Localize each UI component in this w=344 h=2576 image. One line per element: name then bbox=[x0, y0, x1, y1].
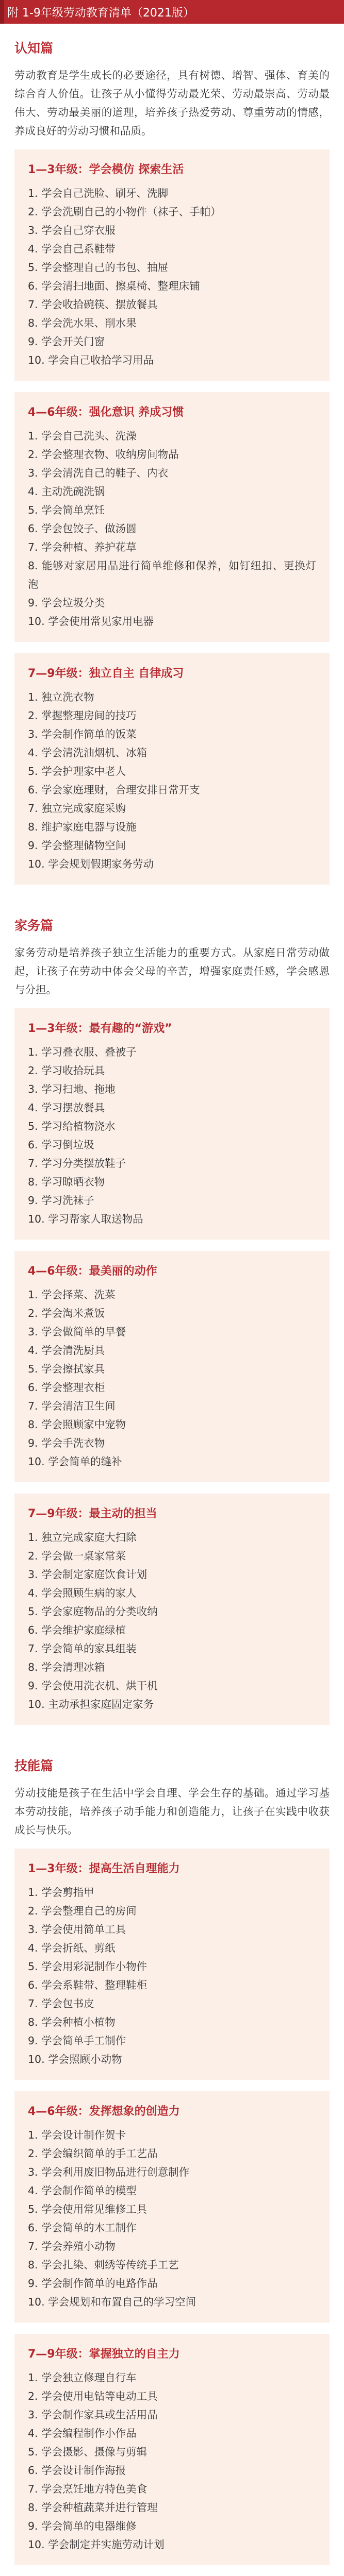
task-item: 6. 学会维护家庭绿植 bbox=[28, 1624, 126, 1636]
task-item: 1. 学会独立修理自行车 bbox=[28, 2371, 137, 2384]
task-item: 8. 能够对家居用品进行简单维修和保养，如钉纽扣、更换灯泡 bbox=[28, 560, 316, 590]
grade-card-title: 4—6年级：发挥想象的创造力 bbox=[28, 2105, 180, 2118]
task-list bbox=[28, 1883, 316, 2069]
task-item: 3. 学会使用简单工具 bbox=[28, 1923, 126, 1936]
task-item: 3. 学习扫地、拖地 bbox=[28, 1083, 116, 1095]
task-item: 10. 学会自己收拾学习用品 bbox=[28, 354, 154, 366]
task-item: 7. 学会简单的家具组装 bbox=[28, 1642, 137, 1655]
task-item: 6. 学习倒垃圾 bbox=[28, 1139, 94, 1151]
task-item: 9. 学会简单手工制作 bbox=[28, 2035, 126, 2047]
task-item: 2. 学会淘米煮饭 bbox=[28, 1307, 105, 1319]
task-item: 9. 学会使用洗衣机、烘干机 bbox=[28, 1680, 158, 1692]
task-item: 2. 学会洗刷自己的小物件（袜子、手帕） bbox=[28, 206, 221, 218]
section-intro: 劳动技能是孩子在生活中学会自理、学会生存的基础。通过学习基本劳动技能，培养孩子动手能力和创造能力，让孩子在实践中收获成长与快乐。 bbox=[14, 1787, 330, 1836]
task-item: 3. 学会制作家具或生活用品 bbox=[28, 2409, 158, 2421]
task-item: 2. 学会整理衣物、收纳房间物品 bbox=[28, 448, 179, 461]
grade-card-title: 7—9年级：最主动的担当 bbox=[28, 1507, 157, 1520]
task-item: 9. 学会垃圾分类 bbox=[28, 597, 105, 609]
task-item: 8. 学习晾晒衣物 bbox=[28, 1176, 105, 1188]
grade-card-title: 7—9年级：掌握独立的自主力 bbox=[28, 2348, 180, 2361]
task-item: 8. 学会种植蔬菜并进行管理 bbox=[28, 2501, 158, 2514]
grade-card-title: 4—6年级：强化意识 养成习惯 bbox=[28, 406, 184, 419]
task-item: 5. 学习给植物浇水 bbox=[28, 1120, 116, 1132]
task-item: 3. 学会自己穿衣服 bbox=[28, 224, 116, 236]
task-item: 9. 学会手洗衣物 bbox=[28, 1437, 105, 1449]
task-item: 10. 主动承担家庭固定家务 bbox=[28, 1698, 154, 1710]
task-item: 3. 学会清洗自己的鞋子、内衣 bbox=[28, 467, 169, 479]
task-item: 8. 学会扎染、刺绣等传统手工艺 bbox=[28, 2259, 179, 2271]
task-item: 6. 学会家庭理财，合理安排日常开支 bbox=[28, 784, 200, 796]
grade-card-title: 1—3年级：学会模仿 探索生活 bbox=[28, 163, 184, 176]
content-sections bbox=[0, 24, 344, 2576]
task-item: 4. 学习摆放餐具 bbox=[28, 1101, 105, 1114]
task-item: 1. 学会设计制作贺卡 bbox=[28, 2129, 126, 2141]
task-item: 10. 学会照顾小动物 bbox=[28, 2053, 122, 2065]
task-item: 7. 学会清洁卫生间 bbox=[28, 1400, 116, 1412]
task-list bbox=[28, 688, 316, 873]
task-item: 2. 学会使用电钻等电动工具 bbox=[28, 2390, 158, 2402]
task-item: 4. 学会制作简单的模型 bbox=[28, 2184, 137, 2197]
task-list bbox=[28, 1285, 316, 1471]
task-item: 7. 学会烹饪地方特色美食 bbox=[28, 2483, 148, 2495]
section-title: 认知篇 bbox=[14, 41, 54, 56]
task-item: 7. 学会收拾碗筷、摆放餐具 bbox=[28, 298, 158, 311]
task-item: 9. 学会整理储物空间 bbox=[28, 839, 126, 852]
task-item: 10. 学会使用常见家用电器 bbox=[28, 615, 154, 628]
grade-card bbox=[14, 149, 330, 381]
section-intro: 家务劳动是培养孩子独立生活能力的重要方式。从家庭日常劳动做起，让孩子在劳动中体会父母的辛苦，增强家庭责任感，学会感恩与分担。 bbox=[14, 946, 330, 996]
task-item: 4. 学会照顾生病的家人 bbox=[28, 1587, 137, 1599]
task-item: 8. 学会清理冰箱 bbox=[28, 1661, 105, 1673]
grade-card-title: 1—3年级：最有趣的“游戏” bbox=[28, 1022, 172, 1035]
task-item: 5. 学会简单烹饪 bbox=[28, 504, 105, 516]
task-item: 1. 独立完成家庭大扫除 bbox=[28, 1531, 137, 1544]
grade-card bbox=[14, 1251, 330, 1482]
task-item: 9. 学习洗袜子 bbox=[28, 1194, 94, 1207]
task-item: 5. 学会使用常见维修工具 bbox=[28, 2203, 148, 2215]
task-item: 2. 学习收拾玩具 bbox=[28, 1064, 105, 1077]
task-list bbox=[28, 2126, 316, 2311]
grade-card-title: 4—6年级：最美丽的动作 bbox=[28, 1265, 157, 1278]
banner-corner-decoration bbox=[0, 0, 4, 24]
task-item: 6. 学会包饺子、做汤圆 bbox=[28, 522, 137, 535]
task-item: 4. 主动洗碗洗锅 bbox=[28, 485, 105, 498]
grade-card bbox=[14, 1849, 330, 2080]
task-item: 9. 学会制作简单的电路作品 bbox=[28, 2277, 158, 2290]
task-item: 7. 独立完成家庭采购 bbox=[28, 802, 126, 815]
task-item: 4. 学会清洗厨具 bbox=[28, 1344, 105, 1357]
banner-title: 附 1-9年级劳动教育清单（2021版） bbox=[7, 6, 194, 20]
task-item: 4. 学会编程制作小作品 bbox=[28, 2427, 137, 2439]
task-item: 1. 独立洗衣物 bbox=[28, 691, 94, 703]
task-item: 7. 学习分类摆放鞋子 bbox=[28, 1157, 126, 1170]
task-item: 2. 学会编织简单的手工艺品 bbox=[28, 2147, 158, 2160]
task-item: 6. 学会设计制作海报 bbox=[28, 2464, 126, 2477]
task-item: 9. 学会开关门窗 bbox=[28, 335, 105, 348]
section-title: 技能篇 bbox=[14, 1758, 54, 1773]
task-item: 1. 学习叠衣服、叠被子 bbox=[28, 1046, 137, 1058]
task-item: 8. 学会照顾家中宠物 bbox=[28, 1418, 126, 1431]
task-item: 10. 学会规划和布置自己的学习空间 bbox=[28, 2296, 196, 2308]
task-item: 7. 学会养殖小动物 bbox=[28, 2240, 116, 2252]
task-item: 4. 学会自己系鞋带 bbox=[28, 243, 116, 255]
task-item: 7. 学会包书皮 bbox=[28, 1997, 94, 2010]
task-list bbox=[28, 1528, 316, 1714]
task-item: 4. 学会清洗油烟机、冰箱 bbox=[28, 747, 148, 759]
task-item: 4. 学会折纸、剪纸 bbox=[28, 1942, 116, 1954]
task-item: 10. 学会制定并实施劳动计划 bbox=[28, 2538, 165, 2551]
task-item: 10. 学会简单的缝补 bbox=[28, 1455, 122, 1468]
task-item: 8. 学会种植小植物 bbox=[28, 2016, 116, 2028]
section bbox=[0, 901, 344, 1741]
section-title: 家务篇 bbox=[14, 918, 54, 933]
grade-card bbox=[14, 2334, 330, 2565]
task-item: 5. 学会摄影、摄像与剪辑 bbox=[28, 2446, 148, 2458]
task-item: 6. 学会系鞋带、整理鞋柜 bbox=[28, 1979, 148, 1991]
task-list bbox=[28, 1043, 316, 1228]
grade-card bbox=[14, 653, 330, 885]
section bbox=[0, 24, 344, 901]
task-item: 10. 学会规划假期家务劳动 bbox=[28, 858, 154, 870]
task-item: 3. 学会制定家庭饮食计划 bbox=[28, 1568, 148, 1581]
task-item: 1. 学会自己洗脸、刷牙、洗脚 bbox=[28, 187, 169, 199]
task-item: 2. 掌握整理房间的技巧 bbox=[28, 709, 137, 722]
task-item: 2. 学会整理自己的房间 bbox=[28, 1905, 137, 1917]
task-list bbox=[28, 427, 316, 631]
task-item: 7. 学会种植、养护花草 bbox=[28, 541, 137, 553]
task-item: 8. 学会洗水果、削水果 bbox=[28, 317, 137, 329]
task-item: 9. 学会简单的电器维修 bbox=[28, 2520, 137, 2532]
task-item: 5. 学会整理自己的书包、抽屉 bbox=[28, 261, 169, 274]
section bbox=[0, 1741, 344, 2576]
task-item: 5. 学会擦拭家具 bbox=[28, 1363, 105, 1375]
task-item: 1. 学会择菜、洗菜 bbox=[28, 1289, 116, 1301]
task-list bbox=[28, 184, 316, 369]
task-list bbox=[28, 2368, 316, 2554]
task-item: 5. 学会用彩泥制作小物件 bbox=[28, 1960, 148, 1973]
grade-card bbox=[14, 392, 330, 642]
task-item: 10. 学习帮家人取送物品 bbox=[28, 1213, 143, 1225]
grade-card-title: 7—9年级：独立自主 自律成习 bbox=[28, 667, 184, 680]
grade-card bbox=[14, 1494, 330, 1725]
grade-card-title: 1—3年级：提高生活自理能力 bbox=[28, 1862, 180, 1875]
task-item: 5. 学会护理家中老人 bbox=[28, 765, 126, 777]
grade-card bbox=[14, 1008, 330, 1240]
task-item: 3. 学会利用废旧物品进行创意制作 bbox=[28, 2166, 190, 2178]
task-item: 6. 学会清扫地面、擦桌椅、整理床铺 bbox=[28, 280, 200, 292]
task-item: 1. 学会自己洗头、洗澡 bbox=[28, 430, 137, 442]
task-item: 2. 学会做一桌家常菜 bbox=[28, 1550, 126, 1562]
task-item: 3. 学会做简单的早餐 bbox=[28, 1326, 126, 1338]
task-item: 1. 学会剪指甲 bbox=[28, 1886, 94, 1899]
task-item: 6. 学会简单的木工制作 bbox=[28, 2222, 137, 2234]
task-item: 3. 学会制作简单的饭菜 bbox=[28, 728, 137, 740]
top-banner bbox=[0, 0, 344, 24]
task-item: 6. 学会整理衣柜 bbox=[28, 1381, 105, 1394]
task-item: 5. 学会家庭物品的分类收纳 bbox=[28, 1605, 158, 1618]
task-item: 8. 维护家庭电器与设施 bbox=[28, 821, 137, 833]
section-intro: 劳动教育是学生成长的必要途径，具有树德、增智、强体、育美的综合育人价值。让孩子从小懂得劳动最光荣、劳动最崇高、劳动最伟大、劳动最美丽的道理，培养孩子热爱劳动、尊重劳动的情感，养成良好的劳动习惯和品质。 bbox=[14, 69, 330, 137]
grade-card bbox=[14, 2091, 330, 2323]
